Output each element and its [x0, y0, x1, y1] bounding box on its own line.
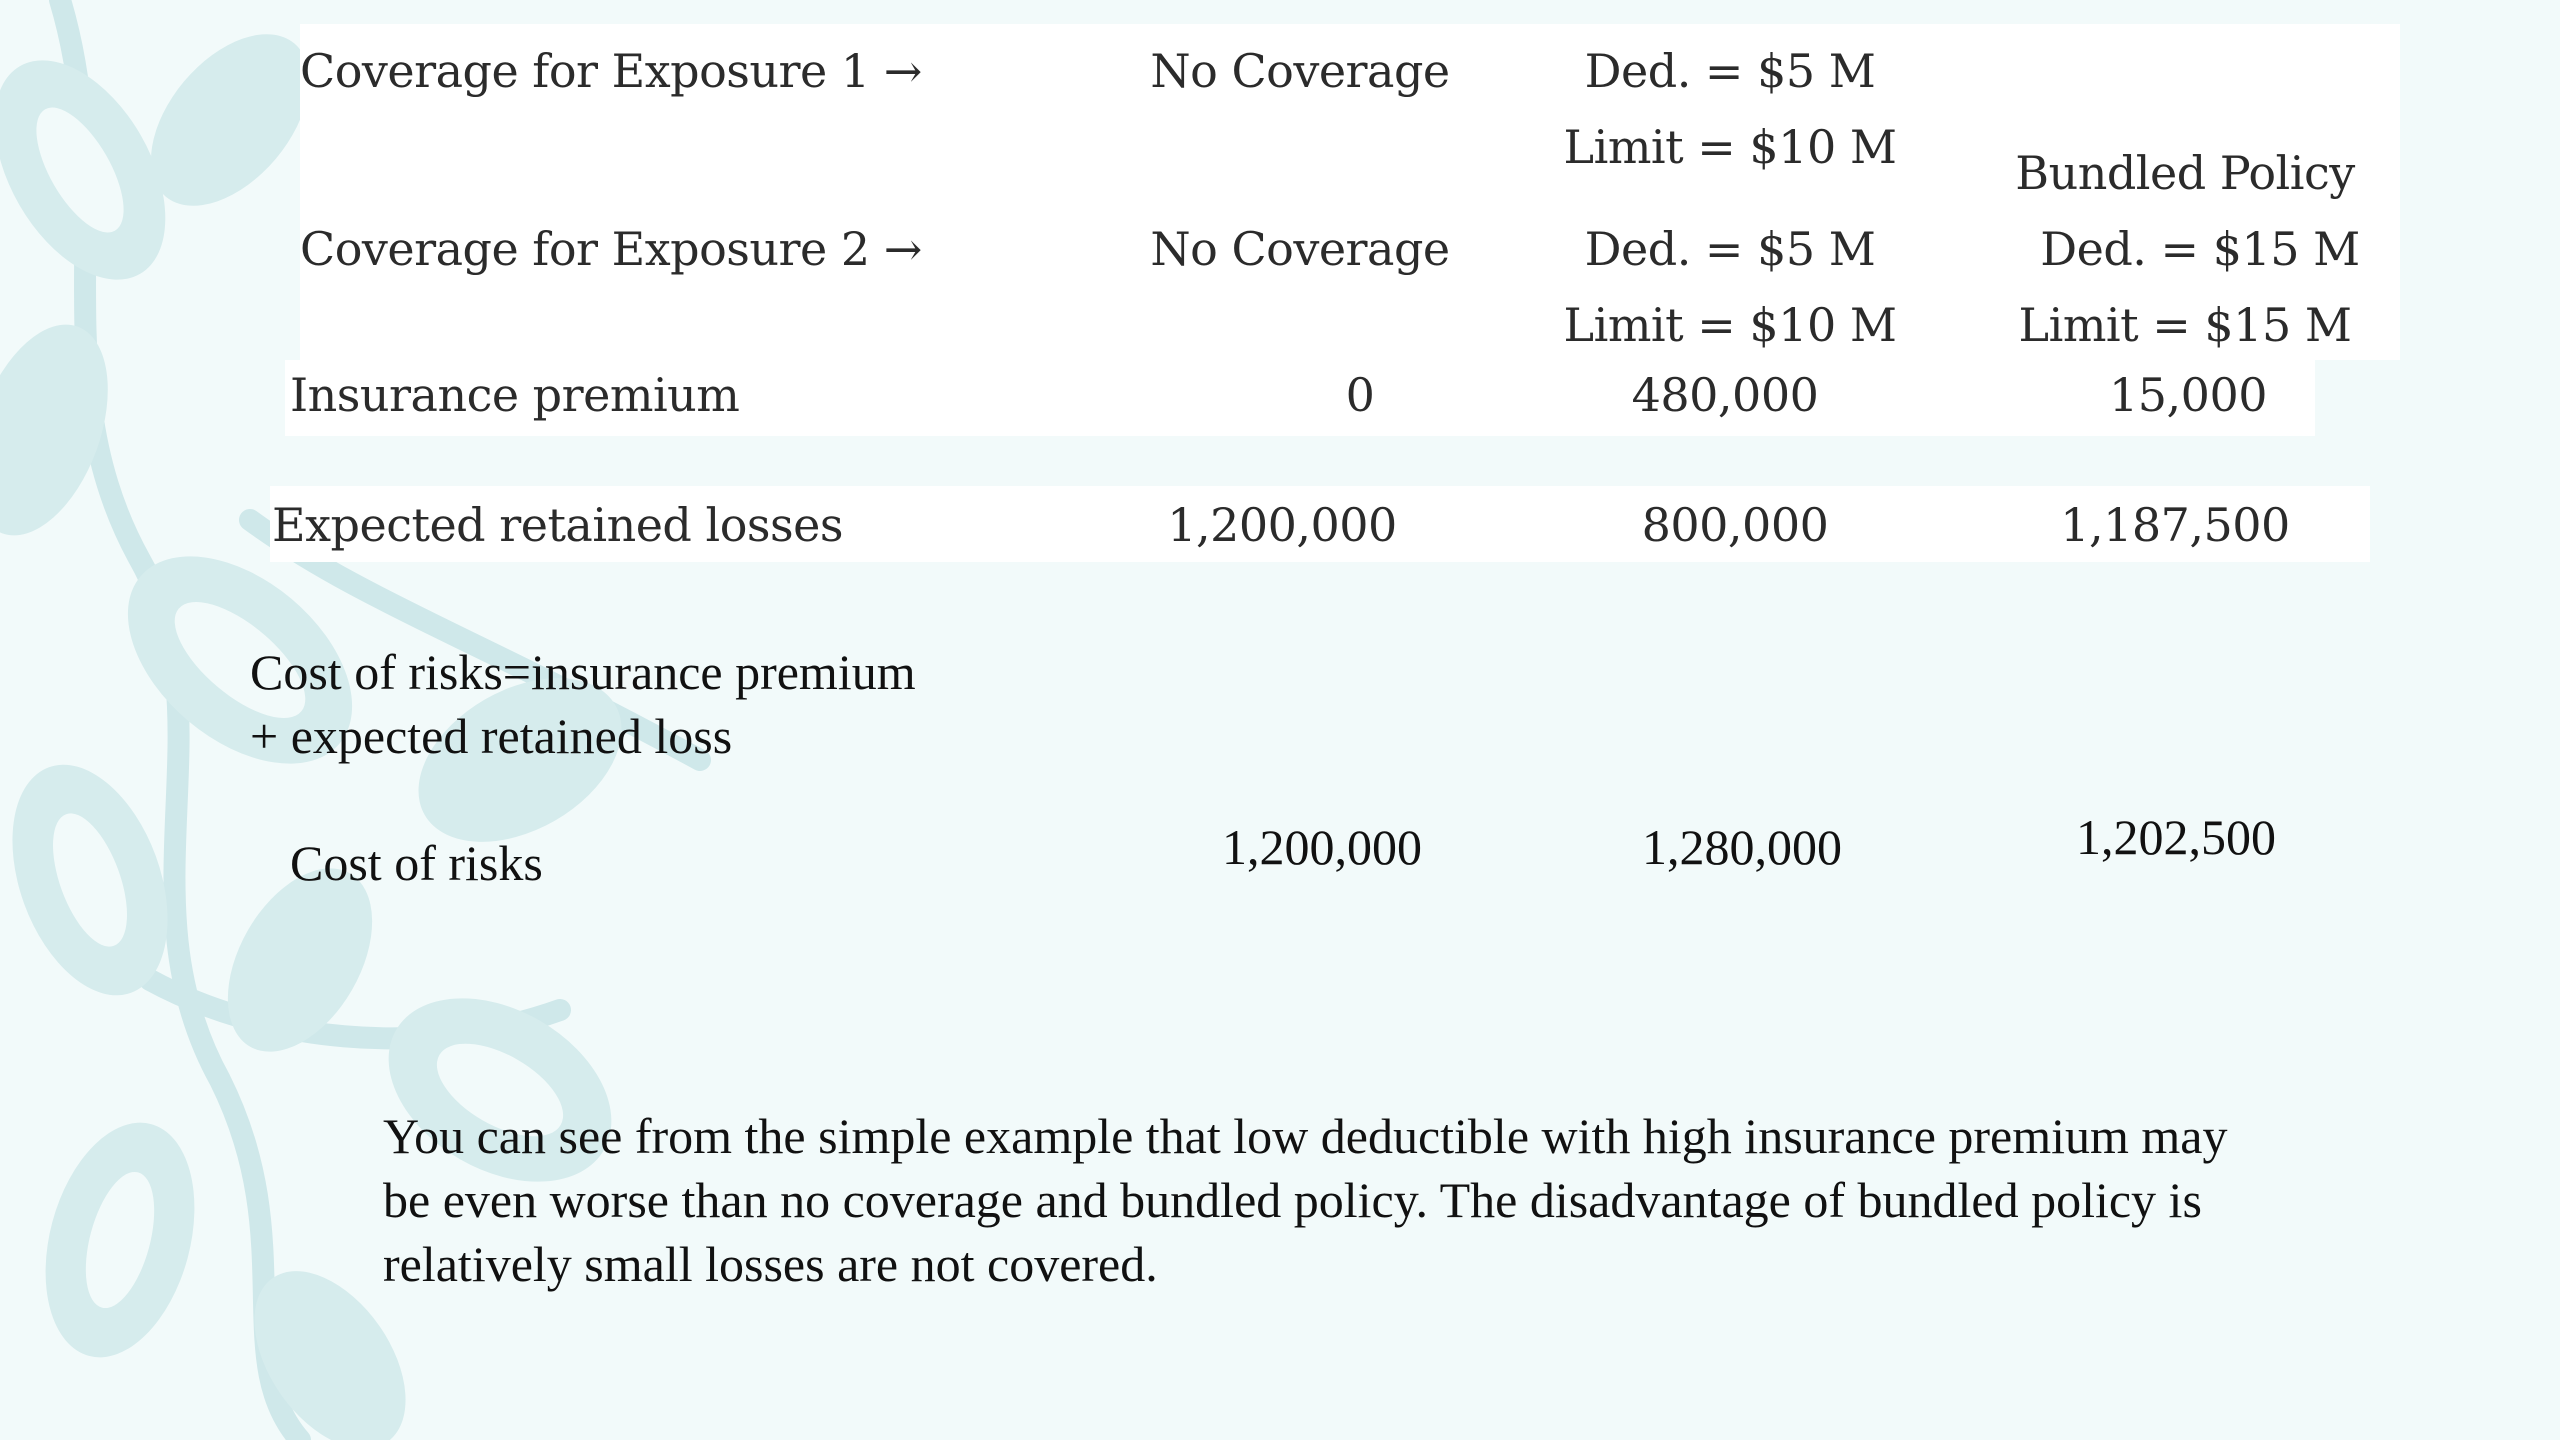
conclusion-paragraph: You can see from the simple example that low deductible with high insurance premium may be even worse than no coverage and bundled policy. The disadvantage of bundled policy is relatively small losses are not covered. [383, 1108, 2228, 1292]
cost-of-risks-label: Cost of risks [290, 835, 543, 891]
retained-value-separate: 800,000 [1641, 498, 1829, 552]
exposure2-limit: Limit = $10 M [1563, 298, 1897, 352]
retained-value-bundled: 1,187,500 [2060, 498, 2290, 552]
bundled-deductible: Ded. = $15 M [2040, 222, 2360, 276]
bundled-limit: Limit = $15 M [2018, 298, 2352, 352]
premium-value-bundled: 15,000 [2109, 368, 2267, 422]
exposure1-limit: Limit = $10 M [1563, 120, 1897, 174]
premium-value-no-coverage: 0 [1345, 368, 1375, 422]
exposure1-deductible: Ded. = $5 M [1584, 44, 1876, 98]
exposure1-no-coverage: No Coverage [1150, 44, 1450, 98]
cost-value-separate: 1,280,000 [1642, 819, 1842, 875]
cost-value-no-coverage: 1,200,000 [1222, 819, 1422, 875]
bundled-policy-title: Bundled Policy [2015, 146, 2355, 200]
cost-formula-line2: + expected retained loss [250, 708, 733, 764]
cost-value-bundled: 1,202,500 [2076, 809, 2276, 865]
exposure2-no-coverage: No Coverage [1150, 222, 1450, 276]
exposure1-label: Coverage for Exposure 1 → [300, 44, 922, 98]
cost-formula [250, 640, 916, 768]
exposure2-deductible: Ded. = $5 M [1584, 222, 1876, 276]
retained-value-no-coverage: 1,200,000 [1167, 498, 1397, 552]
cost-formula-line1: Cost of risks=insurance premium [250, 644, 916, 700]
retained-losses-label: Expected retained losses [272, 498, 843, 552]
premium-label: Insurance premium [290, 368, 740, 422]
exposure2-label: Coverage for Exposure 2 → [300, 222, 922, 276]
premium-value-separate: 480,000 [1631, 368, 1819, 422]
